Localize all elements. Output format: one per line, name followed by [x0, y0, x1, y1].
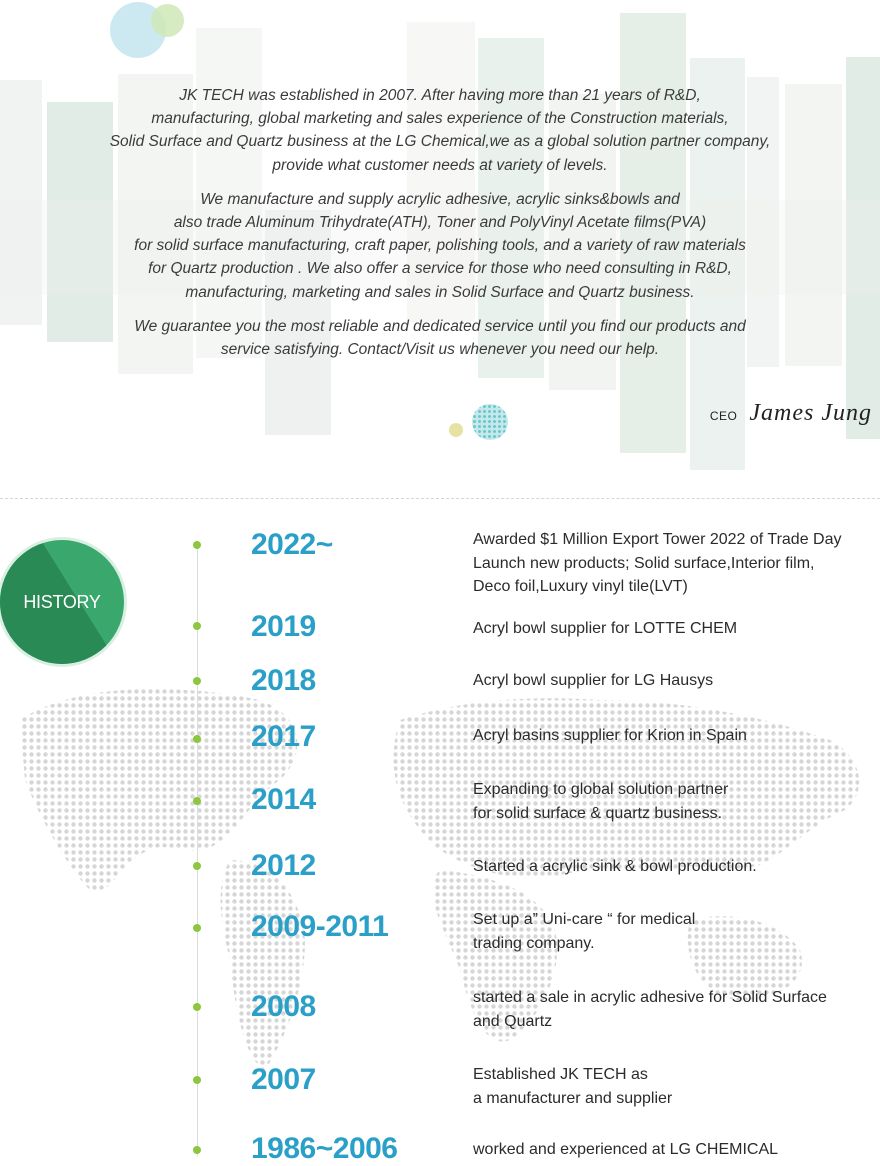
timeline-dot	[193, 735, 201, 743]
decorative-circle	[151, 4, 184, 37]
section-divider	[0, 498, 880, 499]
timeline-year: 1986~2006	[251, 1132, 398, 1165]
timeline-description: Acryl bowl supplier for LOTTE CHEM	[473, 620, 738, 637]
timeline-dot	[193, 1076, 201, 1084]
timeline-description: Started a acrylic sink & bowl production.	[473, 858, 757, 875]
intro-section	[0, 0, 880, 495]
timeline-year: 2009-2011	[251, 910, 389, 943]
timeline-year: 2008	[251, 990, 316, 1023]
timeline-dot	[193, 1003, 201, 1011]
timeline-description: Acryl basins supplier for Krion in Spain	[473, 727, 747, 744]
timeline-year: 2019	[251, 610, 316, 643]
timeline-description: Expanding to global solution partner for solid surface & quartz business.	[473, 781, 729, 822]
timeline-year: 2012	[251, 849, 316, 882]
timeline-description: worked and experienced at LG CHEMICAL	[473, 1141, 779, 1158]
timeline-dot	[193, 541, 201, 549]
timeline-year: 2007	[251, 1063, 316, 1096]
timeline-dot	[193, 862, 201, 870]
timeline-dot	[193, 622, 201, 630]
timeline-dot	[193, 677, 201, 685]
timeline-description: Set up a” Uni-care “ for medical trading company.	[473, 911, 696, 952]
ceo-signature	[710, 400, 872, 427]
timeline-description: started a sale in acrylic adhesive for Solid Surface and Quartz	[473, 989, 827, 1030]
intro-paragraph: JK TECH was established in 2007. After having more than 21 years of R&D, manufacturing, global marketing and sales experience of the Construction materials, Solid Surface and Quartz business at the LG Chemical,we as a global solution partner company, provide what customer needs at variety of levels.	[109, 87, 771, 174]
timeline-dot	[193, 797, 201, 805]
timeline-dot	[193, 1146, 201, 1154]
timeline-dot	[193, 924, 201, 932]
history-badge	[0, 540, 124, 664]
timeline-line	[197, 544, 198, 1156]
decorative-circle	[449, 423, 463, 437]
timeline-year: 2018	[251, 664, 316, 697]
timeline-description: Established JK TECH as a manufacturer and supplier	[473, 1066, 673, 1107]
decorative-circle	[472, 404, 508, 440]
intro-text	[40, 84, 840, 372]
timeline-description: Acryl bowl supplier for LG Hausys	[473, 672, 714, 689]
signature-role: CEO	[709, 409, 738, 423]
timeline-description: Awarded $1 Million Export Tower 2022 of Trade Day Launch new products; Solid surface,Interior film, Deco foil,Luxury vinyl tile(LVT)	[473, 531, 842, 595]
intro-paragraph: We manufacture and supply acrylic adhesive, acrylic sinks&bowls and also trade Aluminum Trihydrate(ATH), Toner and PolyVinyl Acetate films(PVA) for solid surface manufacturing, craft paper, polishing tools, and a variety of raw materials for Quartz production . We also offer a service for those who need consulting in R&D, manufacturing, marketing and sales in Solid Surface and Quartz business.	[134, 190, 746, 301]
intro-paragraph: We guarantee you the most reliable and dedicated service until you find our products and service satisfying. Contact/Visit us whenever you need our help.	[134, 317, 746, 359]
timeline-year: 2022~	[251, 528, 333, 561]
history-badge-label: HISTORY	[23, 592, 101, 612]
timeline-year: 2014	[251, 783, 316, 816]
signature-name: James Jung	[749, 400, 872, 426]
timeline-year: 2017	[251, 720, 316, 753]
